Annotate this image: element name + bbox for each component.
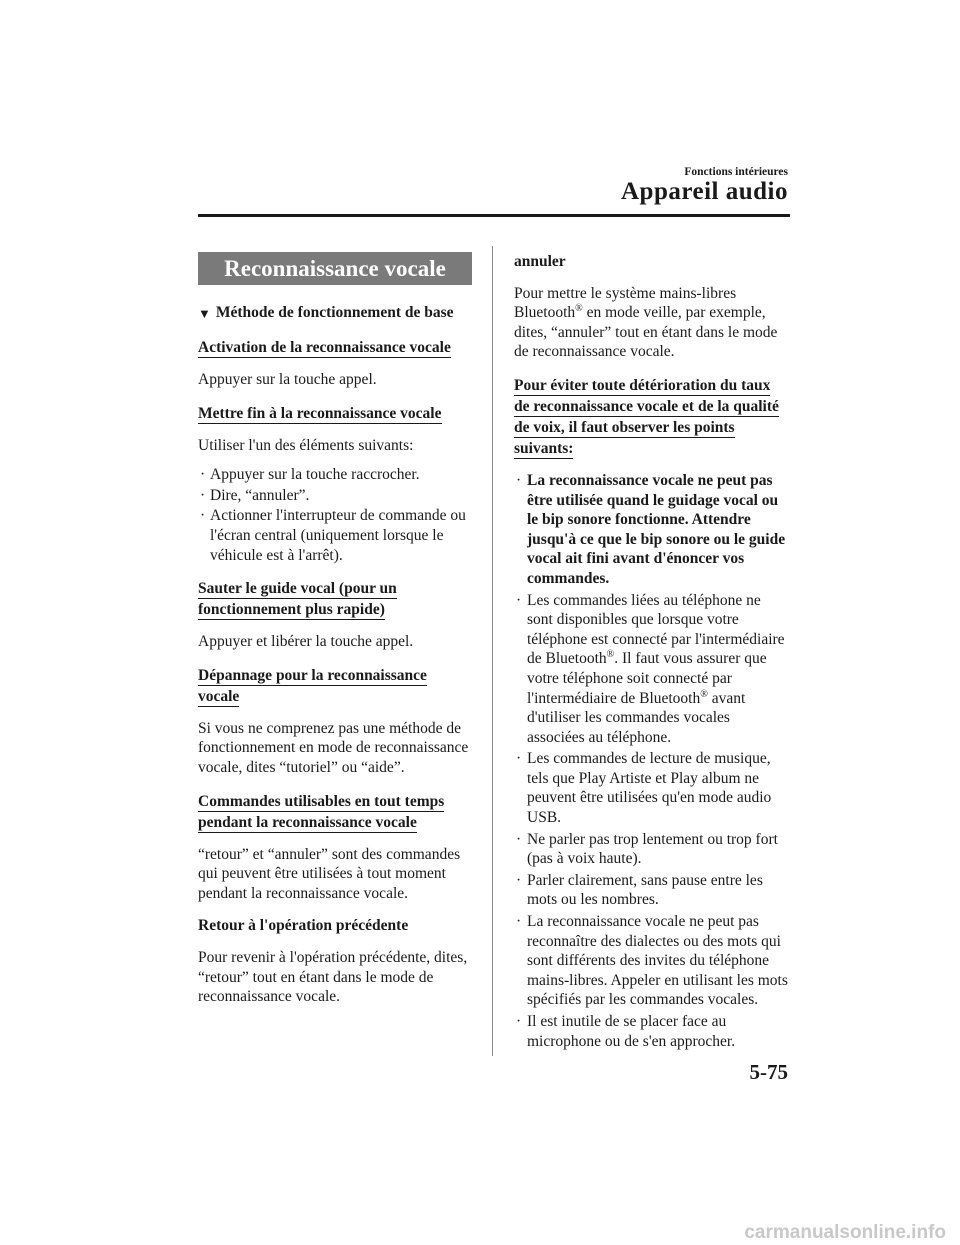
right-column xyxy=(514,252,790,1064)
subheading xyxy=(198,303,472,324)
bullet-icon: · xyxy=(200,507,206,525)
list-item: · La reconnaissance vocale ne peut pas reconnaître des dialectes ou des mots qui sont différents des invites du téléphone mains-libres. Appeler en utilisant les mots spécifiés par les commandes vocales. xyxy=(516,913,788,1009)
registered-mark: ® xyxy=(575,303,583,315)
activation-text: Appuyer sur la touche appel. xyxy=(198,371,377,388)
subheading-text: Méthode de fonctionnement de base xyxy=(215,304,454,321)
bullet-icon: · xyxy=(200,486,206,504)
bullet-icon: · xyxy=(516,591,522,609)
watermark: carmanualsonline.info xyxy=(744,1222,946,1243)
page-number: 5-75 xyxy=(749,1060,788,1084)
trouble-heading: Dépannage pour la reconnaissance vocale xyxy=(198,666,427,705)
running-header-title: Appareil audio xyxy=(621,178,788,205)
trouble-text: Si vous ne comprenez pas une méthode de fonctionnement en mode de reconnaissance vocale, dites “tutoriel” ou “aide”. xyxy=(198,719,469,776)
header-rule xyxy=(198,214,790,217)
bullet-icon: · xyxy=(516,830,522,848)
commands-heading: Commandes utilisables en tout temps pendant la reconnaissance vocale xyxy=(198,792,445,831)
commands-text: “retour” et “annuler” sont des commandes qui peuvent être utilisées à tout moment pendant la reconnaissance vocale. xyxy=(198,845,461,902)
tips-list xyxy=(514,471,790,1051)
running-header-section: Fonctions intérieures xyxy=(684,166,788,178)
activation-heading: Activation de la reconnaissance vocale xyxy=(198,339,451,356)
list-item: · Parler clairement, sans pause entre les mots ou les nombres. xyxy=(516,871,763,909)
bullet-icon: · xyxy=(516,750,522,768)
list-item: · Les commandes liées au téléphone ne sont disponibles que lorsque votre téléphone est connecté par l'intermédiaire de Bluetooth®. Il faut vous assurer que votre téléphone soit connecté par l'intermédiaire de Bluetooth® avant d'utiliser les commandes vocales associées au téléphone. xyxy=(516,591,785,746)
cancel-heading: annuler xyxy=(514,253,566,270)
quality-heading: Pour éviter toute détérioration du taux de reconnaissance vocale et de la qualité de voix, il faut observer les points suivants: xyxy=(514,376,779,457)
column-divider xyxy=(492,246,493,1056)
cancel-text: Pour mettre le système mains-libres Bluetooth® en mode veille, par exemple, dites, “annuler” tout en étant dans le mode de reconnaissance vocale. xyxy=(514,284,778,361)
return-heading: Retour à l'opération précédente xyxy=(198,917,409,935)
end-text: Utiliser l'un des éléments suivants: xyxy=(198,436,414,454)
bullet-icon: · xyxy=(200,466,206,484)
list-item: · Appuyer sur la touche raccrocher. xyxy=(200,466,420,484)
return-text: Pour revenir à l'opération précédente, dites, “retour” tout en étant dans le mode de reconnaissance vocale. xyxy=(198,948,468,1006)
end-heading: Mettre fin à la reconnaissance vocale xyxy=(198,404,442,422)
list-item: · Les commandes de lecture de musique, tels que Play Artiste et Play album ne peuvent être utilisées qu'en mode audio USB. xyxy=(516,750,772,827)
bullet-icon: · xyxy=(516,913,522,931)
skip-text: Appuyer et libérer la touche appel. xyxy=(198,633,414,651)
list-item: · Dire, “annuler”. xyxy=(200,486,310,504)
list-item: · Actionner l'interrupteur de commande ou l'écran central (uniquement lorsque le véhicule est à l'arrêt). xyxy=(200,507,466,564)
end-options-list xyxy=(198,465,472,565)
triangle-down-icon: ▼ xyxy=(198,306,211,321)
left-column xyxy=(198,252,472,1020)
bullet-icon: · xyxy=(516,471,522,489)
list-item: · La reconnaissance vocale ne peut pas être utilisée quand le guidage vocal ou le bip sonore fonctionne. Attendre jusqu'à ce que le bip sonore ou le guide vocal ait fini avant d'énoncer vos commandes. xyxy=(516,471,786,587)
section-banner: Reconnaissance vocale xyxy=(198,252,472,285)
bullet-icon: · xyxy=(516,871,522,889)
list-item: · Ne parler pas trop lentement ou trop fort (pas à voix haute). xyxy=(516,830,778,868)
list-item: · Il est inutile de se placer face au microphone ou de s'en approcher. xyxy=(516,1013,736,1050)
skip-heading: Sauter le guide vocal (pour un fonctionnement plus rapide) xyxy=(198,580,397,619)
bullet-icon: · xyxy=(516,1013,522,1030)
